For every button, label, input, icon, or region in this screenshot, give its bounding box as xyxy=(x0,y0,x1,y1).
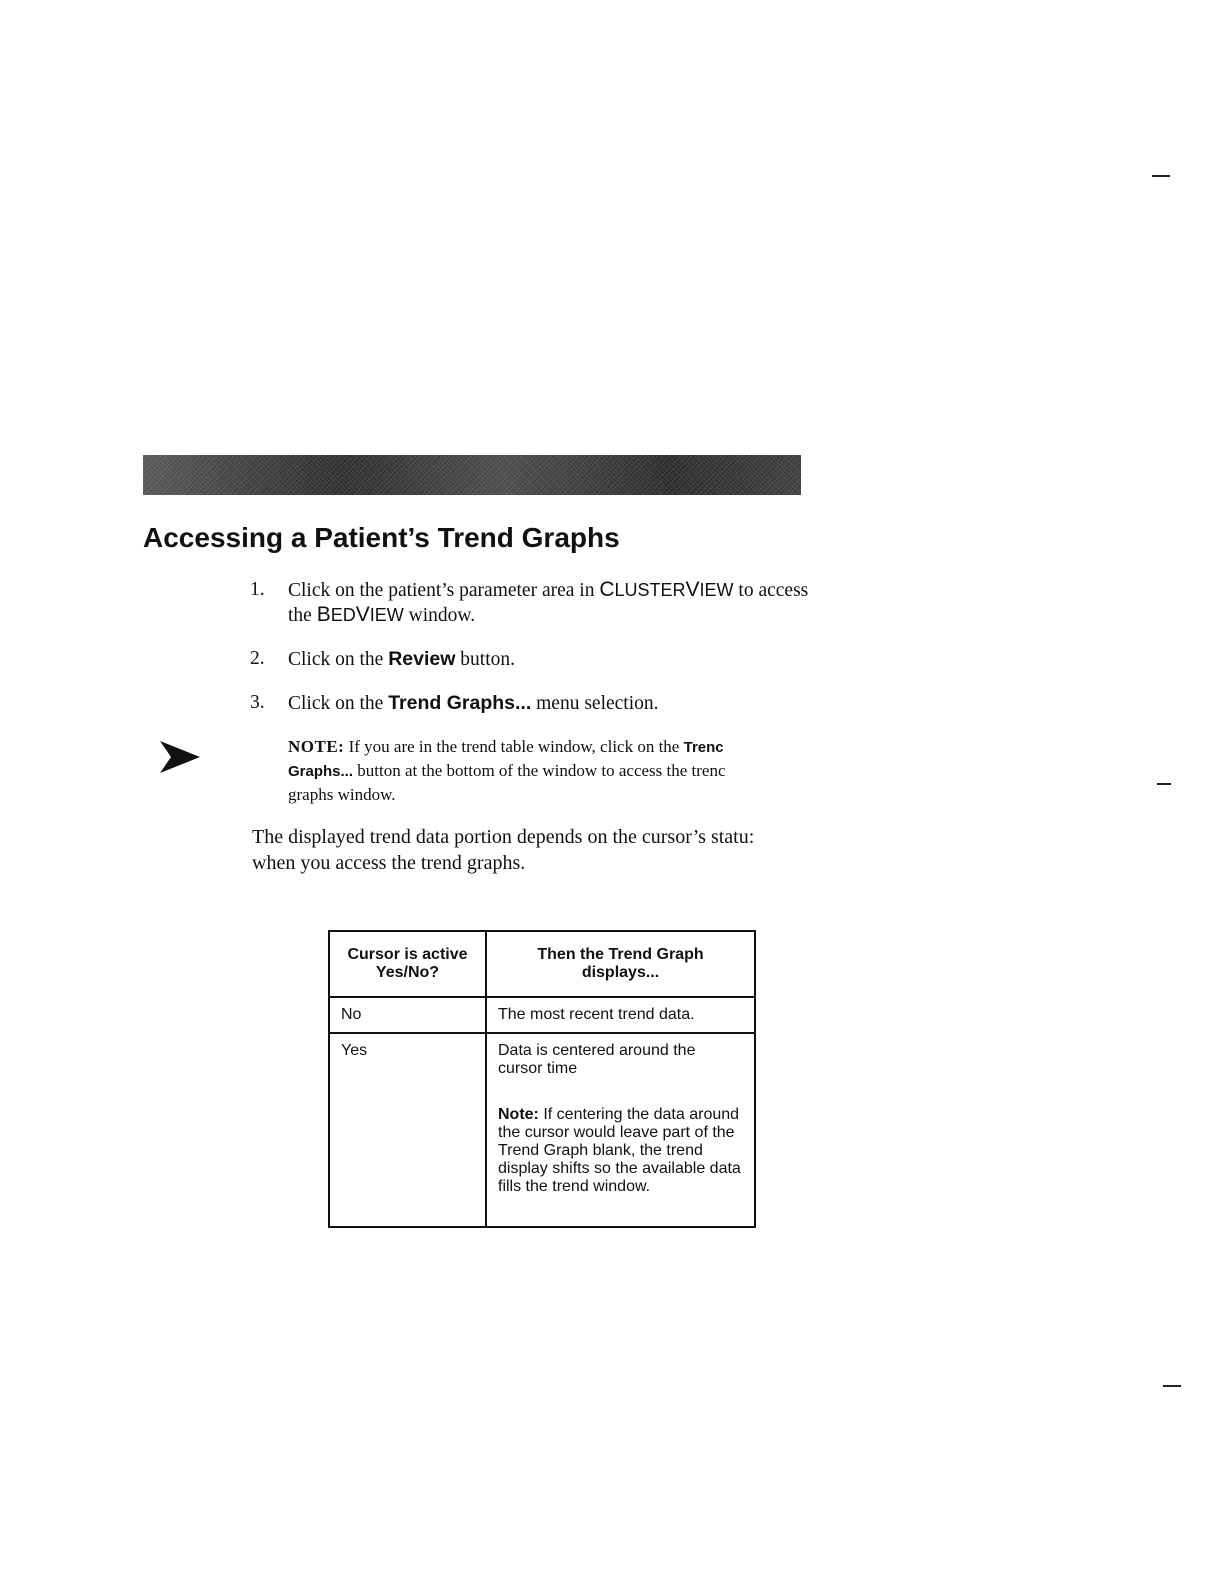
display-text: Data is centered around the cursor time xyxy=(498,1042,696,1077)
step-1 xyxy=(250,578,810,628)
step-number: 2. xyxy=(250,648,265,669)
scan-mark xyxy=(1157,783,1171,785)
scan-mark xyxy=(1163,1385,1181,1387)
table-header-row xyxy=(329,931,755,997)
trend-graphs-menu-label: Trend Graphs... xyxy=(388,692,532,714)
step-2 xyxy=(250,647,810,672)
body-paragraph: The displayed trend data portion depends on the cursor’s statu: when you access the trend graphs. xyxy=(252,826,755,874)
step-text: Click on the patient’s parameter area in CLUSTERVIEW to access the BEDVIEW window. xyxy=(288,578,809,626)
cursor-cell: No xyxy=(329,997,486,1033)
step-3 xyxy=(250,691,810,716)
step-number: 1. xyxy=(250,579,265,600)
table-row xyxy=(329,997,755,1033)
step-number: 3. xyxy=(250,692,265,713)
steps-list xyxy=(250,578,810,735)
note-line-3: graphs window. xyxy=(288,785,396,804)
arrow-right-icon xyxy=(160,741,200,773)
note-label: NOTE: xyxy=(288,737,345,756)
table-row xyxy=(329,1033,755,1227)
review-button-label: Review xyxy=(388,648,456,670)
note-block xyxy=(288,735,806,806)
display-cell: The most recent trend data. xyxy=(486,997,755,1033)
clusterview-term: CLUSTERVIEW xyxy=(599,578,734,601)
step-text: Click on the Trend Graphs... menu selection. xyxy=(288,692,659,714)
column-header-cursor: Cursor is active Yes/No? xyxy=(329,931,486,997)
note-line-1: NOTE: If you are in the trend table window, click on the Trenc xyxy=(288,737,724,756)
cursor-trend-table xyxy=(328,930,756,1228)
section-title: Accessing a Patient’s Trend Graphs xyxy=(143,522,620,553)
step-text: Click on the Review button. xyxy=(288,648,515,670)
display-cell xyxy=(486,1033,755,1227)
bedview-term: BEDVIEW xyxy=(316,603,404,626)
section-banner xyxy=(143,455,801,495)
scan-mark xyxy=(1152,175,1170,177)
cursor-cell: Yes xyxy=(329,1033,486,1227)
column-header-display: Then the Trend Graph displays... xyxy=(486,931,755,997)
cell-note: Note: If centering the data around the cursor would leave part of the Trend Graph blank, the trend display shifts so the available data fills the trend window. xyxy=(498,1106,741,1195)
note-line-2: Graphs... button at the bottom of the window to access the trenc xyxy=(288,761,726,780)
